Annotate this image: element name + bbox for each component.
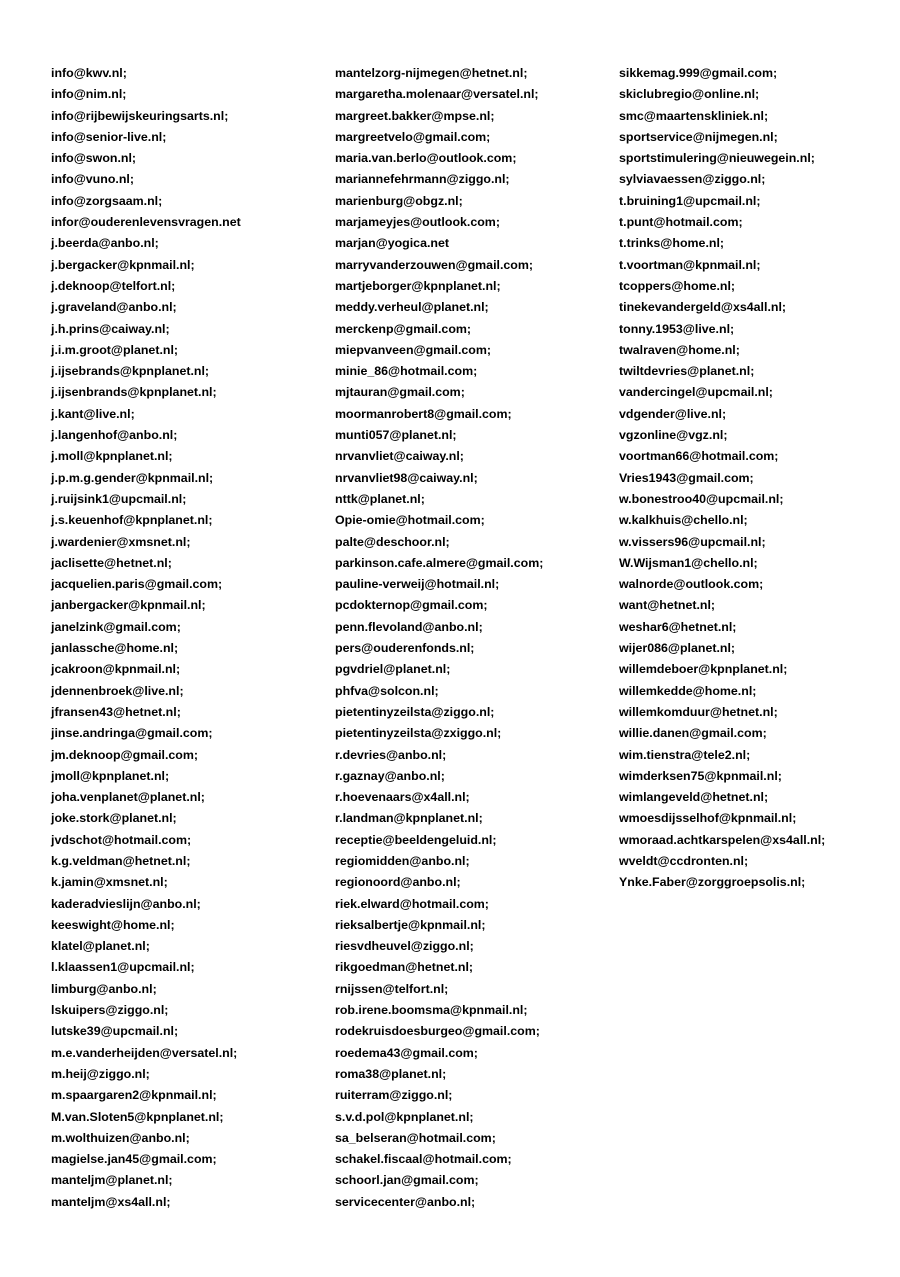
email-address: Opie-omie@hotmail.com; xyxy=(335,513,485,528)
email-address: wimlangeveld@hetnet.nl; xyxy=(619,790,769,805)
email-address: ruiterram@ziggo.nl; xyxy=(335,1088,453,1103)
email-address: margreetvelo@gmail.com; xyxy=(335,129,491,144)
email-address: marjameyjes@outlook.com; xyxy=(335,215,500,230)
email-address: j.i.m.groot@planet.nl; xyxy=(51,342,179,357)
email-address: walnorde@outlook.com; xyxy=(619,577,764,592)
email-address: mariannefehrmann@ziggo.nl; xyxy=(335,172,510,187)
email-address: munti057@planet.nl; xyxy=(335,428,457,443)
email-address: schoorl.jan@gmail.com; xyxy=(335,1173,479,1188)
email-address: j.beerda@anbo.nl; xyxy=(51,236,159,251)
email-address: t.punt@hotmail.com; xyxy=(619,215,743,230)
email-column-2 xyxy=(335,63,610,1213)
email-address: j.wardenier@xmsnet.nl; xyxy=(51,534,191,549)
email-address: Vries1943@gmail.com; xyxy=(619,470,754,485)
email-address: tonny.1953@live.nl; xyxy=(619,321,735,336)
email-address: info@swon.nl; xyxy=(51,151,137,166)
email-address: janlassche@home.nl; xyxy=(51,641,179,656)
email-address: servicecenter@anbo.nl; xyxy=(335,1194,476,1209)
email-address: willemkedde@home.nl; xyxy=(619,683,757,698)
email-address: moormanrobert8@gmail.com; xyxy=(335,406,512,421)
email-address: marryvanderzouwen@gmail.com; xyxy=(335,257,533,272)
email-address: j.graveland@anbo.nl; xyxy=(51,300,177,315)
email-address: j.deknoop@telfort.nl; xyxy=(51,278,176,293)
email-address: nrvanvliet@caiway.nl; xyxy=(335,449,464,464)
email-address: rikgoedman@hetnet.nl; xyxy=(335,960,474,975)
email-address: j.bergacker@kpnmail.nl; xyxy=(51,257,195,272)
email-address: joha.venplanet@planet.nl; xyxy=(51,790,205,805)
email-address: wim.tienstra@tele2.nl; xyxy=(619,747,751,762)
email-address: info@rijbewijskeuringsarts.nl; xyxy=(51,108,229,123)
email-address: parkinson.cafe.almere@gmail.com; xyxy=(335,555,544,570)
email-address: t.bruining1@upcmail.nl; xyxy=(619,193,761,208)
email-address: info@vuno.nl; xyxy=(51,172,134,187)
email-address: magielse.jan45@gmail.com; xyxy=(51,1152,217,1167)
email-address: joke.stork@planet.nl; xyxy=(51,811,177,826)
email-address: jacquelien.paris@gmail.com; xyxy=(51,577,223,592)
email-address: wmoesdijsselhof@kpnmail.nl; xyxy=(619,811,797,826)
email-address: wmoraad.achtkarspelen@xs4all.nl; xyxy=(619,832,826,847)
email-address: margreet.bakker@mpse.nl; xyxy=(335,108,495,123)
email-address: w.bonestroo40@upcmail.nl; xyxy=(619,491,784,506)
email-address: infor@ouderenlevensvragen.net xyxy=(51,215,241,230)
email-address: pcdokternop@gmail.com; xyxy=(335,598,488,613)
email-address: mjtauran@gmail.com; xyxy=(335,385,465,400)
email-address: tinekevandergeld@xs4all.nl; xyxy=(619,300,787,315)
email-address: j.langenhof@anbo.nl; xyxy=(51,428,178,443)
email-address: vandercingel@upcmail.nl; xyxy=(619,385,773,400)
email-address: twiltdevries@planet.nl; xyxy=(619,364,755,379)
email-address: pauline-verweij@hotmail.nl; xyxy=(335,577,500,592)
email-address: merckenp@gmail.com; xyxy=(335,321,472,336)
email-address: manteljm@planet.nl; xyxy=(51,1173,173,1188)
email-address: weshar6@hetnet.nl; xyxy=(619,619,737,634)
email-address: pers@ouderenfonds.nl; xyxy=(335,641,475,656)
email-address: info@kwv.nl; xyxy=(51,66,127,80)
email-address: j.p.m.g.gender@kpnmail.nl; xyxy=(51,470,214,485)
email-address: miepvanveen@gmail.com; xyxy=(335,342,492,357)
email-address: rnijssen@telfort.nl; xyxy=(335,981,449,996)
email-address: r.gaznay@anbo.nl; xyxy=(335,768,445,783)
email-address: jinse.andringa@gmail.com; xyxy=(51,726,213,741)
email-address: sylviavaessen@ziggo.nl; xyxy=(619,172,766,187)
email-address: k.g.veldman@hetnet.nl; xyxy=(51,853,191,868)
email-address: pietentinyzeilsta@ziggo.nl; xyxy=(335,704,495,719)
email-address: janelzink@gmail.com; xyxy=(51,619,181,634)
email-address: smc@maartenskliniek.nl; xyxy=(619,108,769,123)
email-address: twalraven@home.nl; xyxy=(619,342,740,357)
email-address: rieksalbertje@kpnmail.nl; xyxy=(335,917,486,932)
email-address: M.van.Sloten5@kpnplanet.nl; xyxy=(51,1109,224,1124)
email-column-1 xyxy=(51,63,326,1213)
email-address: regionoord@anbo.nl; xyxy=(335,875,461,890)
email-address: riesvdheuvel@ziggo.nl; xyxy=(335,939,474,954)
email-address: skiclubregio@online.nl; xyxy=(619,87,760,102)
email-address: jdennenbroek@live.nl; xyxy=(51,683,184,698)
email-address: r.hoevenaars@x4all.nl; xyxy=(335,790,470,805)
email-address: j.h.prins@caiway.nl; xyxy=(51,321,170,336)
email-address: W.Wijsman1@chello.nl; xyxy=(619,555,758,570)
email-address: minie_86@hotmail.com; xyxy=(335,364,478,379)
email-address: sikkemag.999@gmail.com; xyxy=(619,66,778,80)
email-address: nrvanvliet98@caiway.nl; xyxy=(335,470,478,485)
email-address: s.v.d.pol@kpnplanet.nl; xyxy=(335,1109,474,1124)
email-address: m.heij@ziggo.nl; xyxy=(51,1066,150,1081)
email-address: jaclisette@hetnet.nl; xyxy=(51,555,172,570)
email-address: j.kant@live.nl; xyxy=(51,406,135,421)
email-address: rob.irene.boomsma@kpnmail.nl; xyxy=(335,1003,528,1018)
email-address: willie.danen@gmail.com; xyxy=(619,726,767,741)
email-address: want@hetnet.nl; xyxy=(619,598,716,613)
email-address: vgzonline@vgz.nl; xyxy=(619,428,728,443)
email-address: w.kalkhuis@chello.nl; xyxy=(619,513,748,528)
email-address: martjeborger@kpnplanet.nl; xyxy=(335,278,501,293)
email-address: regiomidden@anbo.nl; xyxy=(335,853,470,868)
email-address: margaretha.molenaar@versatel.nl; xyxy=(335,87,539,102)
email-address: limburg@anbo.nl; xyxy=(51,981,157,996)
email-address: keeswight@home.nl; xyxy=(51,917,175,932)
email-address: t.trinks@home.nl; xyxy=(619,236,725,251)
email-address: jvdschot@hotmail.com; xyxy=(51,832,192,847)
email-address: mantelzorg-nijmegen@hetnet.nl; xyxy=(335,66,528,80)
email-address: k.jamin@xmsnet.nl; xyxy=(51,875,168,890)
email-address: Ynke.Faber@zorggroepsolis.nl; xyxy=(619,875,806,890)
email-address: vdgender@live.nl; xyxy=(619,406,727,421)
email-address: schakel.fiscaal@hotmail.com; xyxy=(335,1152,512,1167)
email-address: j.ruijsink1@upcmail.nl; xyxy=(51,491,187,506)
email-address: m.wolthuizen@anbo.nl; xyxy=(51,1130,190,1145)
email-address: m.e.vanderheijden@versatel.nl; xyxy=(51,1045,238,1060)
email-address: jm.deknoop@gmail.com; xyxy=(51,747,199,762)
email-address: meddy.verheul@planet.nl; xyxy=(335,300,489,315)
email-address: wimderksen75@kpnmail.nl; xyxy=(619,768,782,783)
email-address: klatel@planet.nl; xyxy=(51,939,150,954)
email-address: receptie@beeldengeluid.nl; xyxy=(335,832,497,847)
email-address: l.klaassen1@upcmail.nl; xyxy=(51,960,195,975)
email-address: m.spaargaren2@kpnmail.nl; xyxy=(51,1088,217,1103)
email-address: phfva@solcon.nl; xyxy=(335,683,439,698)
email-address: marjan@yogica.net xyxy=(335,236,449,251)
email-address: roedema43@gmail.com; xyxy=(335,1045,478,1060)
email-address: w.vissers96@upcmail.nl; xyxy=(619,534,766,549)
email-address: roma38@planet.nl; xyxy=(335,1066,447,1081)
email-address: willemdeboer@kpnplanet.nl; xyxy=(619,662,788,677)
email-address: marienburg@obgz.nl; xyxy=(335,193,463,208)
email-address: wveldt@ccdronten.nl; xyxy=(619,853,749,868)
email-address: tcoppers@home.nl; xyxy=(619,278,736,293)
email-address: lutske39@upcmail.nl; xyxy=(51,1024,179,1039)
email-address: info@zorgsaam.nl; xyxy=(51,193,163,208)
email-column-3 xyxy=(619,63,894,894)
email-address: info@senior-live.nl; xyxy=(51,129,167,144)
email-address: wijer086@planet.nl; xyxy=(619,641,736,656)
email-address: info@nim.nl; xyxy=(51,87,127,102)
email-address: pgvdriel@planet.nl; xyxy=(335,662,451,677)
email-address: j.ijsebrands@kpnplanet.nl; xyxy=(51,364,210,379)
email-address: palte@deschoor.nl; xyxy=(335,534,450,549)
email-address: sportservice@nijmegen.nl; xyxy=(619,129,778,144)
email-address: j.s.keuenhof@kpnplanet.nl; xyxy=(51,513,213,528)
email-address: penn.flevoland@anbo.nl; xyxy=(335,619,483,634)
email-address: jcakroon@kpnmail.nl; xyxy=(51,662,181,677)
email-address: jfransen43@hetnet.nl; xyxy=(51,704,181,719)
email-address: r.devries@anbo.nl; xyxy=(335,747,447,762)
email-address: j.moll@kpnplanet.nl; xyxy=(51,449,173,464)
email-address: lskuipers@ziggo.nl; xyxy=(51,1003,169,1018)
email-address: jmoll@kpnplanet.nl; xyxy=(51,768,170,783)
email-address: rodekruisdoesburgeo@gmail.com; xyxy=(335,1024,540,1039)
email-address: sa_belseran@hotmail.com; xyxy=(335,1130,496,1145)
email-address: nttk@planet.nl; xyxy=(335,491,425,506)
email-address: voortman66@hotmail.com; xyxy=(619,449,779,464)
email-address: manteljm@xs4all.nl; xyxy=(51,1194,171,1209)
email-address: j.ijsenbrands@kpnplanet.nl; xyxy=(51,385,217,400)
email-address: willemkomduur@hetnet.nl; xyxy=(619,704,778,719)
email-address: kaderadvieslijn@anbo.nl; xyxy=(51,896,201,911)
email-address: janbergacker@kpnmail.nl; xyxy=(51,598,206,613)
email-address: t.voortman@kpnmail.nl; xyxy=(619,257,761,272)
email-address: maria.van.berlo@outlook.com; xyxy=(335,151,517,166)
email-address: r.landman@kpnplanet.nl; xyxy=(335,811,483,826)
email-address: pietentinyzeilsta@zxiggo.nl; xyxy=(335,726,502,741)
email-address: sportstimulering@nieuwegein.nl; xyxy=(619,151,815,166)
email-address: riek.elward@hotmail.com; xyxy=(335,896,489,911)
